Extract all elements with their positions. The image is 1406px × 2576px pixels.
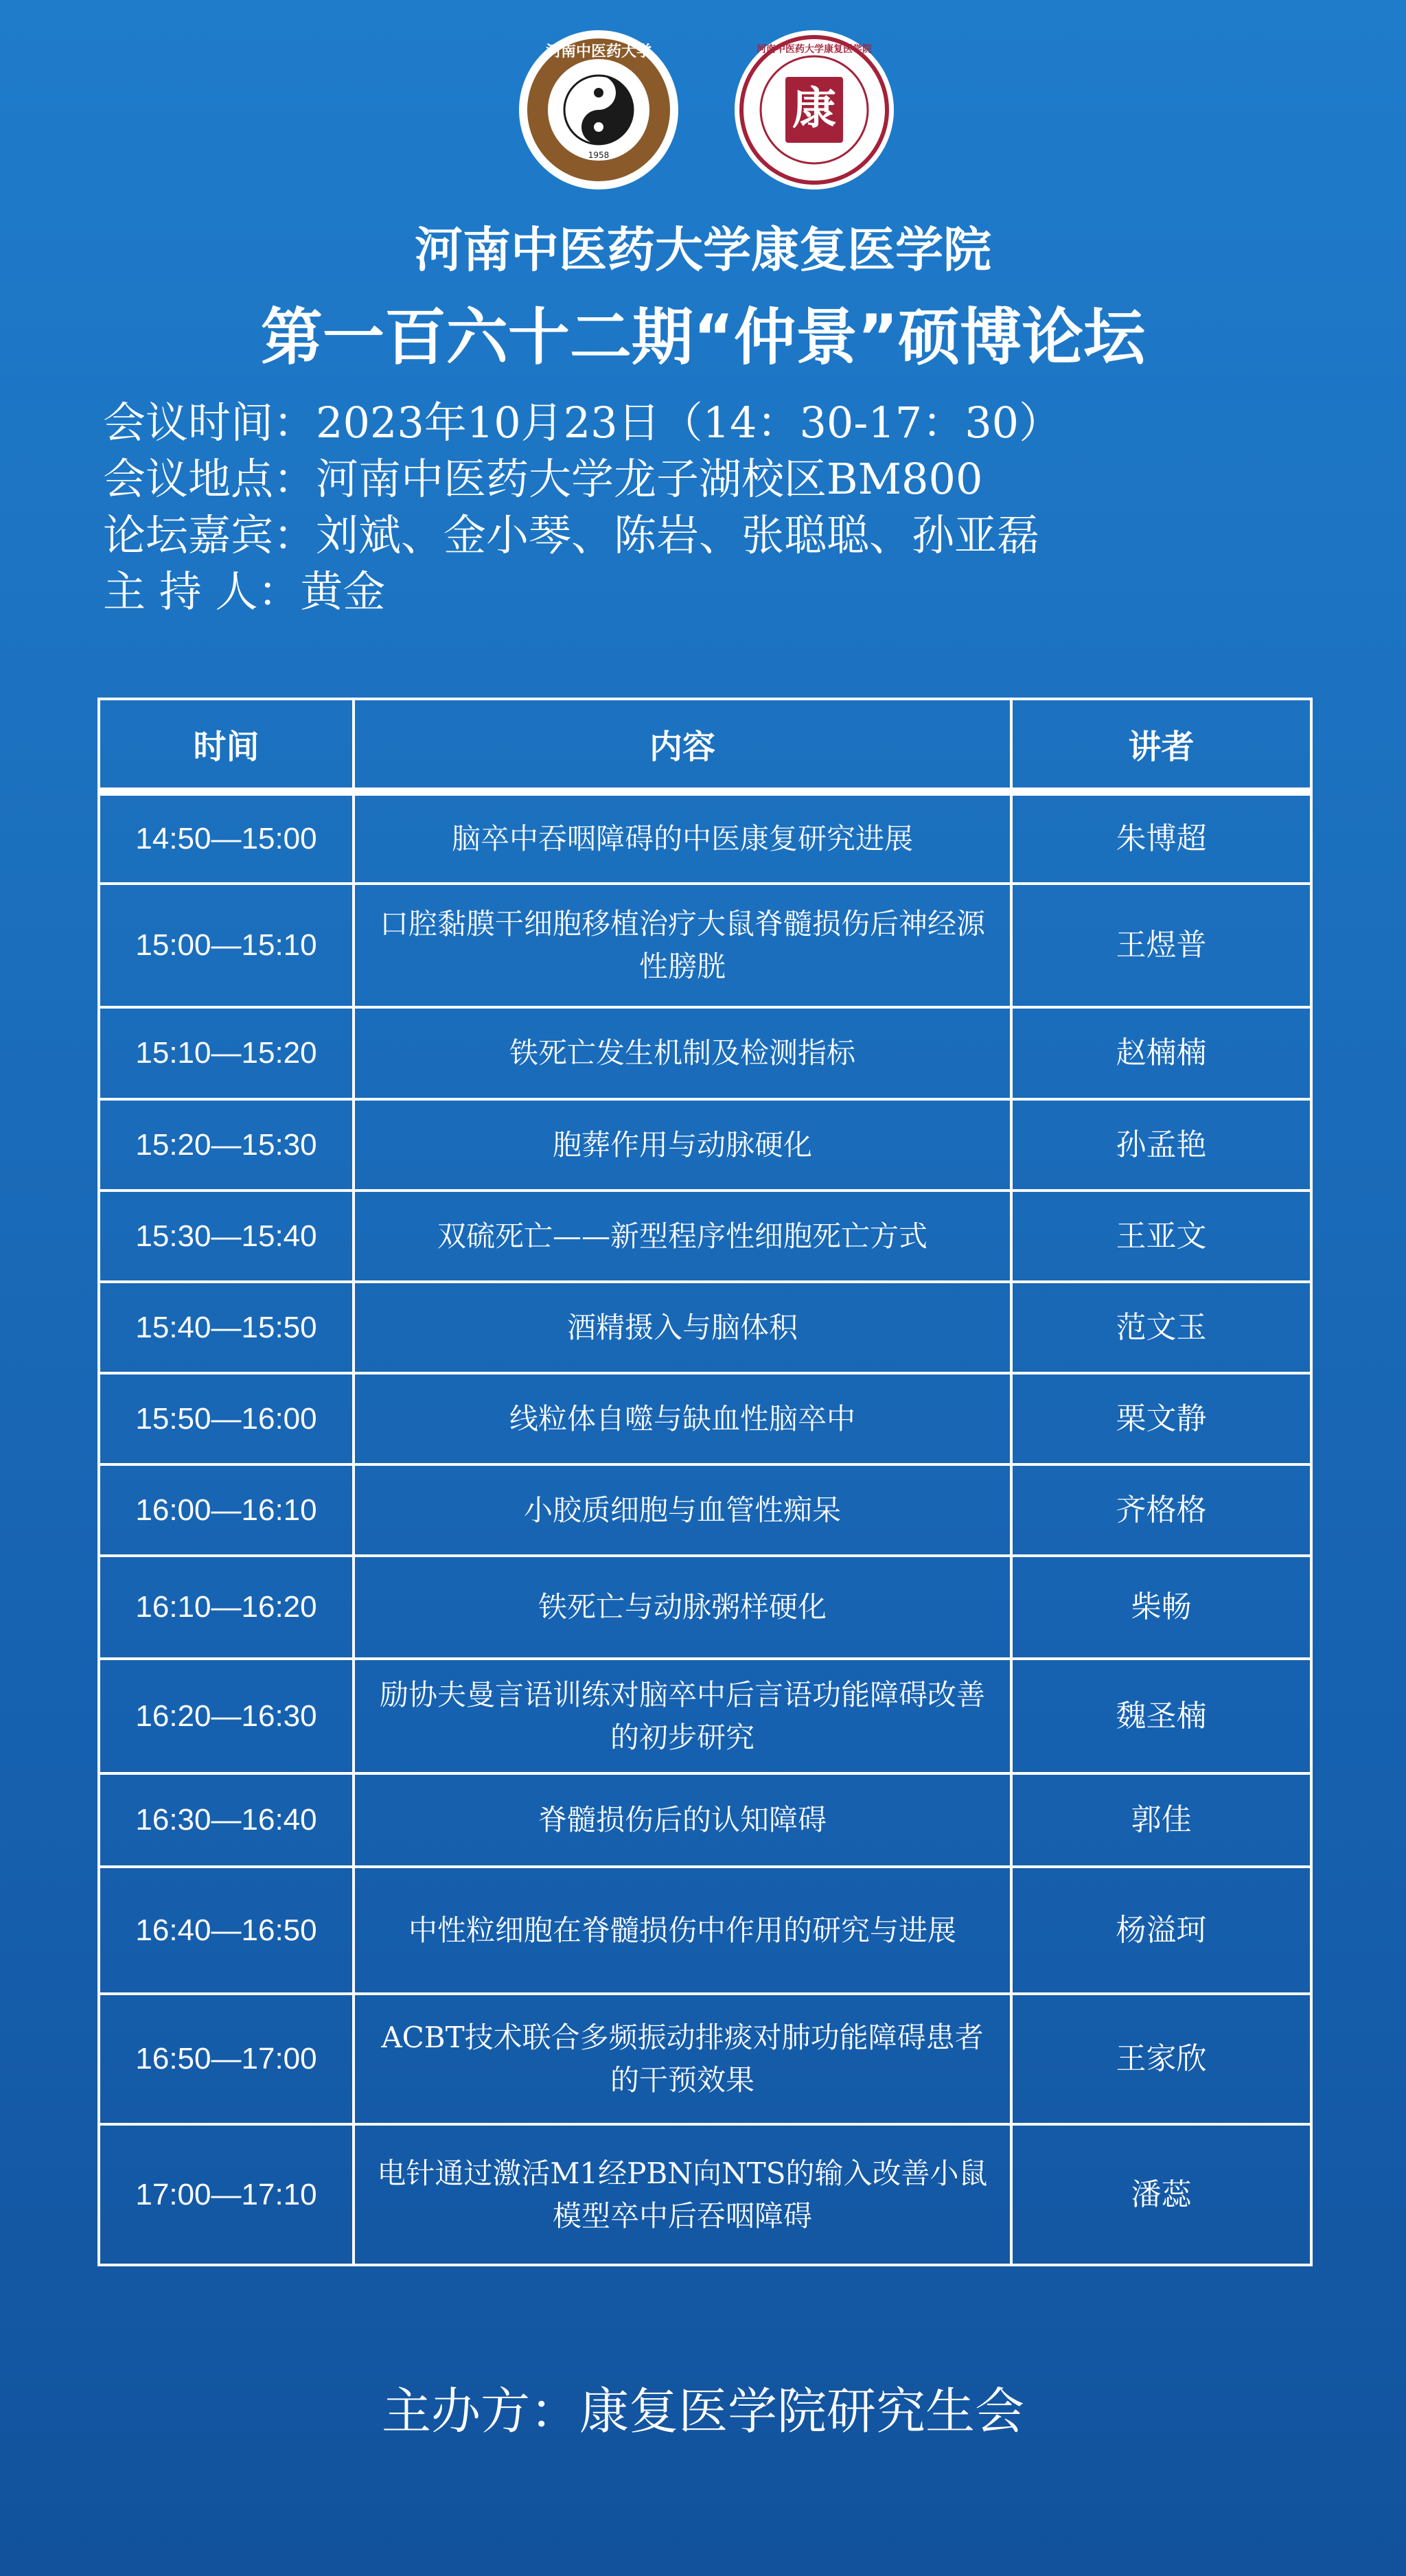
table-row bbox=[99, 1556, 1311, 1659]
svg-text:1958: 1958 bbox=[588, 150, 610, 160]
svg-text:河南中医药大学: 河南中医药大学 bbox=[545, 43, 652, 60]
row-time: 16:00—16:10 bbox=[99, 1464, 354, 1556]
row-content: 口腔黏膜干细胞移植治疗大鼠脊髓损伤后神经源性膀胱 bbox=[354, 884, 1011, 1007]
row-speaker: 魏圣楠 bbox=[1011, 1659, 1311, 1773]
row-time: 16:10—16:20 bbox=[99, 1556, 354, 1659]
row-content: 胞葬作用与动脉硬化 bbox=[354, 1099, 1011, 1191]
row-content: 酒精摄入与脑体积 bbox=[354, 1282, 1011, 1373]
header-time: 时间 bbox=[99, 699, 354, 792]
schedule-table bbox=[97, 698, 1313, 2266]
row-time: 16:40—16:50 bbox=[99, 1867, 354, 1994]
table-row bbox=[99, 1007, 1311, 1099]
row-time: 15:40—15:50 bbox=[99, 1282, 354, 1373]
table-row bbox=[99, 1994, 1311, 2124]
row-content: 线粒体自噬与缺血性脑卒中 bbox=[354, 1373, 1011, 1464]
row-content: 脊髓损伤后的认知障碍 bbox=[354, 1773, 1011, 1867]
info-value: 黄金 bbox=[300, 566, 386, 617]
table-row bbox=[99, 792, 1311, 884]
row-speaker: 王煜普 bbox=[1011, 884, 1311, 1007]
row-time: 15:50—16:00 bbox=[99, 1373, 354, 1464]
row-content: 铁死亡与动脉粥样硬化 bbox=[354, 1556, 1011, 1659]
table-row bbox=[99, 1867, 1311, 1994]
info-time bbox=[103, 395, 1339, 451]
row-time: 15:30—15:40 bbox=[99, 1191, 354, 1282]
row-content: 双硫死亡——新型程序性细胞死亡方式 bbox=[354, 1191, 1011, 1282]
row-speaker: 齐格格 bbox=[1011, 1464, 1311, 1556]
row-speaker: 栗文静 bbox=[1011, 1373, 1311, 1464]
row-speaker: 赵楠楠 bbox=[1011, 1007, 1311, 1099]
row-content: 励协夫曼言语训练对脑卒中后言语功能障碍改善的初步研究 bbox=[354, 1659, 1011, 1773]
info-location bbox=[103, 451, 1339, 507]
row-speaker: 朱博超 bbox=[1011, 792, 1311, 884]
row-time: 15:20—15:30 bbox=[99, 1099, 354, 1191]
row-speaker: 范文玉 bbox=[1011, 1282, 1311, 1373]
info-label: 论坛嘉宾： bbox=[103, 510, 316, 560]
row-content: 电针通过激活M1经PBN向NTS的输入改善小鼠模型卒中后吞咽障碍 bbox=[354, 2124, 1011, 2265]
info-label: 会议地点： bbox=[103, 454, 316, 504]
header-speaker: 讲者 bbox=[1011, 699, 1311, 792]
row-speaker: 王家欣 bbox=[1011, 1994, 1311, 2124]
table-row bbox=[99, 1099, 1311, 1191]
info-label: 主 持 人： bbox=[103, 566, 301, 617]
table-row bbox=[99, 1373, 1311, 1464]
header-content: 内容 bbox=[354, 699, 1011, 792]
row-speaker: 潘蕊 bbox=[1011, 2124, 1311, 2265]
row-time: 16:50—17:00 bbox=[99, 1994, 354, 2124]
row-speaker: 王亚文 bbox=[1011, 1191, 1311, 1282]
meeting-info bbox=[103, 395, 1339, 620]
info-label: 会议时间： bbox=[103, 398, 316, 448]
row-time: 17:00—17:10 bbox=[99, 2124, 354, 2265]
row-time: 15:00—15:10 bbox=[99, 884, 354, 1007]
info-host bbox=[103, 564, 1339, 620]
svg-text:河南中医药大学康复医学院: 河南中医药大学康复医学院 bbox=[757, 44, 872, 55]
table-row bbox=[99, 884, 1311, 1007]
organizer: 主办方：康复医学院研究生会 bbox=[381, 2382, 1024, 2440]
row-speaker: 郭佳 bbox=[1011, 1773, 1311, 1867]
logos bbox=[0, 27, 1406, 199]
row-content: 中性粒细胞在脊髓损伤中作用的研究与进展 bbox=[354, 1867, 1011, 1994]
info-value: 刘斌、金小琴、陈岩、张聪聪、孙亚磊 bbox=[316, 510, 1040, 560]
row-content: 铁死亡发生机制及检测指标 bbox=[354, 1007, 1011, 1099]
forum-title: 第一百六十二期“仲景”硕博论坛 bbox=[260, 301, 1146, 373]
table-row bbox=[99, 1282, 1311, 1373]
row-speaker: 柴畅 bbox=[1011, 1556, 1311, 1659]
info-value: 2023年10月23日（14：30-17：30） bbox=[316, 398, 1062, 448]
university-logo bbox=[516, 27, 681, 192]
row-speaker: 孙孟艳 bbox=[1011, 1099, 1311, 1191]
table-header-row bbox=[99, 699, 1311, 792]
row-speaker: 杨溢珂 bbox=[1011, 1867, 1311, 1994]
row-time: 16:20—16:30 bbox=[99, 1659, 354, 1773]
table-row bbox=[99, 2124, 1311, 2265]
college-logo bbox=[732, 27, 897, 192]
info-guests bbox=[103, 507, 1339, 564]
info-value: 河南中医药大学龙子湖校区BM800 bbox=[316, 454, 983, 504]
row-content: 小胶质细胞与血管性痴呆 bbox=[354, 1464, 1011, 1556]
svg-text:康: 康 bbox=[792, 83, 836, 135]
table-row bbox=[99, 1773, 1311, 1867]
row-content: 脑卒中吞咽障碍的中医康复研究进展 bbox=[354, 792, 1011, 884]
row-content: ACBT技术联合多频振动排痰对肺功能障碍患者的干预效果 bbox=[354, 1994, 1011, 2124]
row-time: 16:30—16:40 bbox=[99, 1773, 354, 1867]
row-time: 15:10—15:20 bbox=[99, 1007, 354, 1099]
row-time: 14:50—15:00 bbox=[99, 792, 354, 884]
table-row bbox=[99, 1464, 1311, 1556]
table-row bbox=[99, 1659, 1311, 1773]
college-title: 河南中医药大学康复医学院 bbox=[415, 222, 991, 278]
table-row bbox=[99, 1191, 1311, 1282]
